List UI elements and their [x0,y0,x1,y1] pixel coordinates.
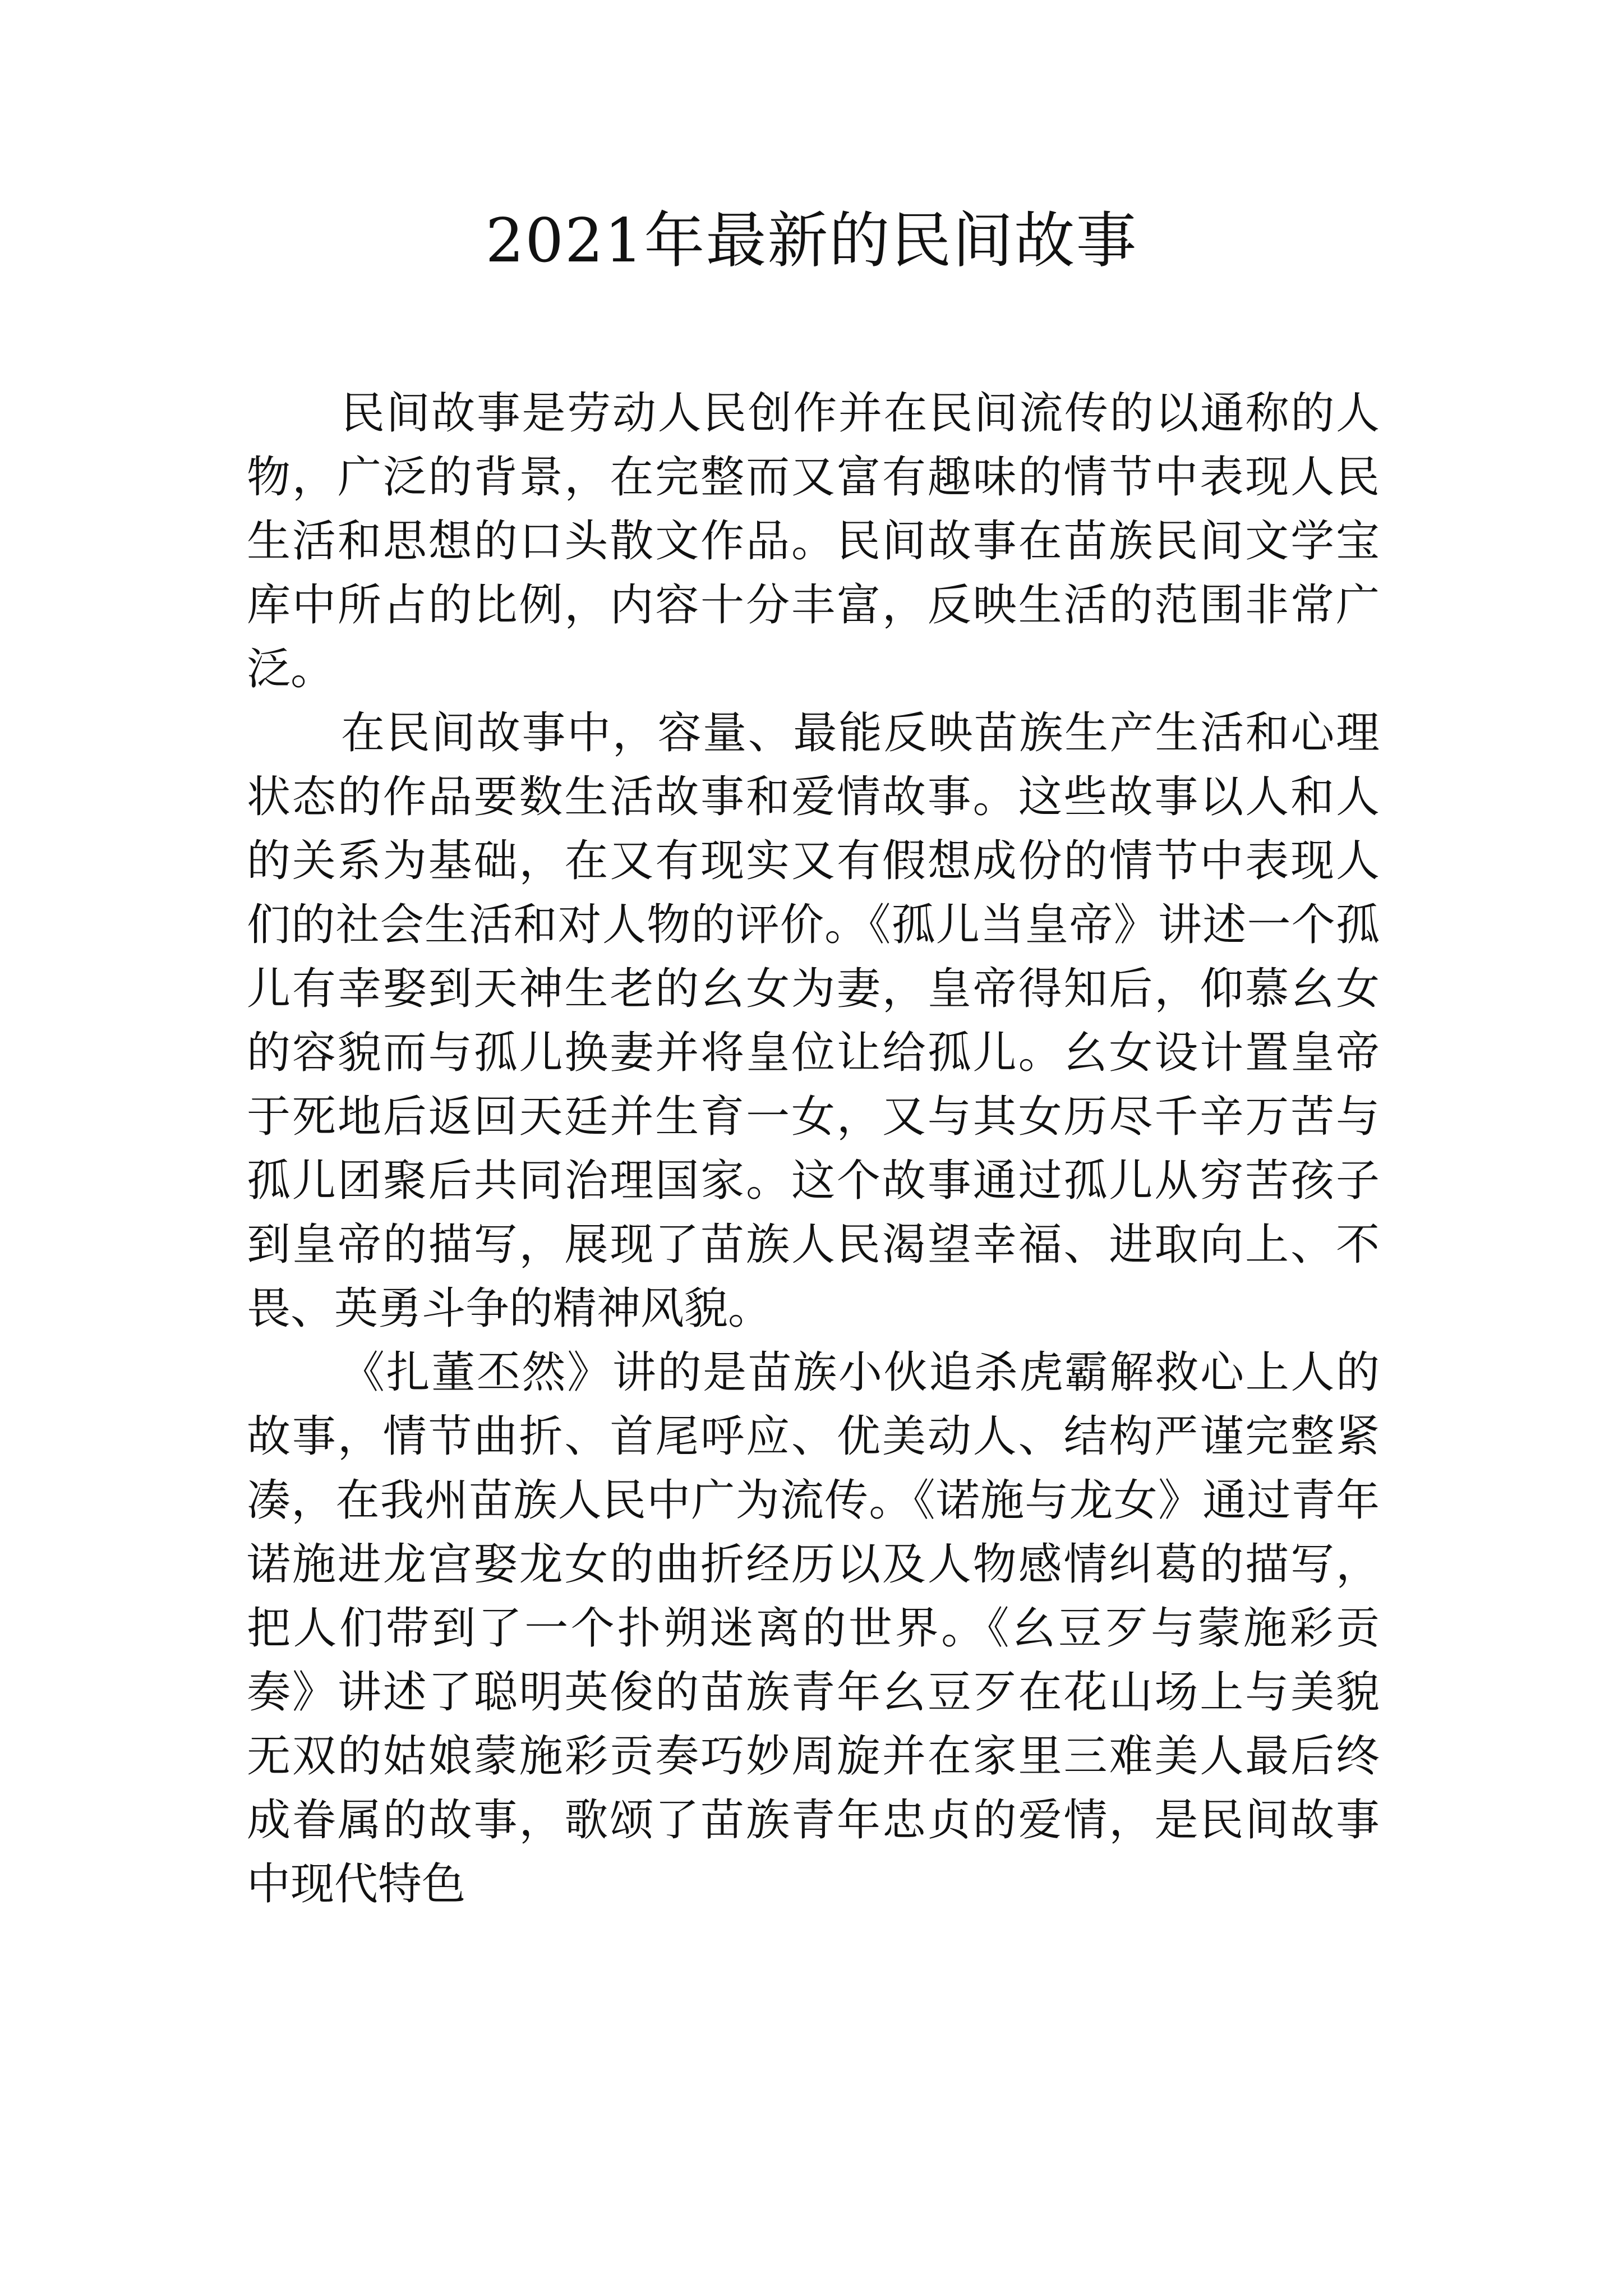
document-title: 2021年最新的民间故事 [485,206,1138,276]
document-body [247,381,1380,1916]
paragraph-2: 在民间故事中，容量、最能反映苗族生产生活和心理状态的作品要数生活故事和爱情故事。这些故事以人和人的关系为基础，在又有现实又有假想成份的情节中表现人们的社会生活和对人物的评价。《孤儿当皇帝》讲述一个孤儿有幸娶到天神生老的幺女为妻，皇帝得知后，仰慕幺女的容貌而与孤儿换妻并将皇位让给孤儿。幺女设计置皇帝于死地后返回天廷并生育一女，又与其女历尽千辛万苦与孤儿团聚后共同治理国家。这个故事通过孤儿从穷苦孩子到皇帝的描写，展现了苗族人民渴望幸福、进取向上、不畏、英勇斗争的精神风貌。 [247,708,1380,1334]
paragraph-3: 《扎董丕然》讲的是苗族小伙追杀虎霸解救心上人的故事，情节曲折、首尾呼应、优美动人、结构严谨完整紧凑，在我州苗族人民中广为流传。《诺施与龙女》通过青年诺施进龙宫娶龙女的曲折经历以及人物感情纠葛的描写，把人们带到了一个扑朔迷离的世界。《幺豆歹与蒙施彩贡奏》讲述了聪明英俊的苗族青年幺豆歹在花山场上与美貌无双的姑娘蒙施彩贡奏巧妙周旋并在家里三难美人最后终成眷属的故事，歌颂了苗族青年忠贞的爱情，是民间故事中现代特色 [247,1347,1380,1910]
paragraph-1: 民间故事是劳动人民创作并在民间流传的以通称的人物，广泛的背景，在完整而又富有趣味的情节中表现人民生活和思想的口头散文作品。民间故事在苗族民间文学宝库中所占的比例，内容十分丰富，反映生活的范围非常广泛。 [247,388,1380,694]
